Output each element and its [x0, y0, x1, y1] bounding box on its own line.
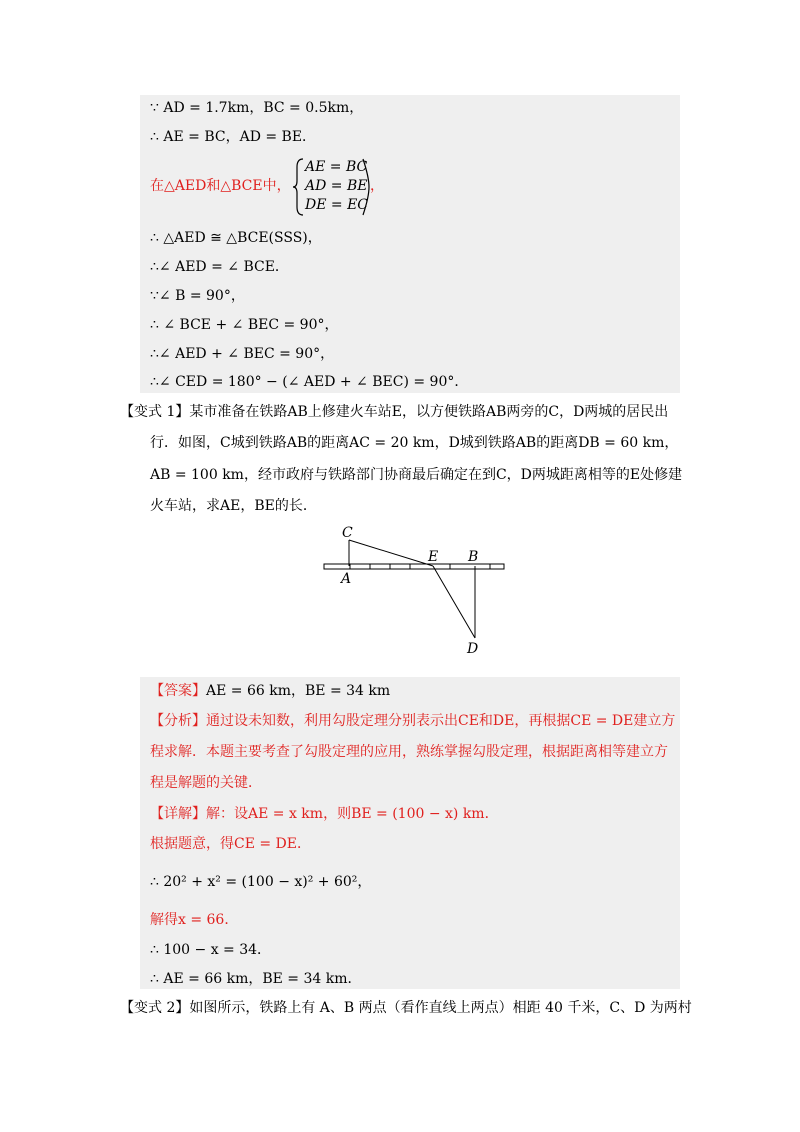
equation-system — [305, 158, 368, 215]
detail-line-2: 根据题意，得CE = DE． — [150, 836, 312, 852]
detail-line-6: ∴ AE = 66 km，BE = 34 km． — [150, 971, 362, 987]
analysis-line-3: 程是解题的关键． — [150, 775, 262, 791]
variant2-tag: 【变式 2】 — [120, 1000, 190, 1016]
detail-line-3: ∴ 20² + x² = (100 − x)² + 60²， — [150, 874, 372, 890]
variant1-line-4: 火车站，求AE，BE的长． — [150, 498, 317, 514]
solution-line-3-suffix: ， — [370, 178, 384, 194]
system-eq-2: AD = BE — [305, 178, 368, 194]
label-A: A — [341, 571, 352, 587]
solution-line-1: ∵ AD = 1.7km，BC = 0.5km， — [150, 100, 364, 116]
detail-line-5: ∴ 100 − x = 34． — [150, 942, 272, 958]
label-E: E — [428, 549, 439, 565]
variant1-line-1: 【变式 1】某市准备在铁路AB上修建火车站E，以方便铁路AB两旁的C，D两城的居民出 — [120, 404, 669, 420]
detail-line-4: 解得x = 66． — [150, 912, 239, 928]
label-C: C — [342, 525, 353, 541]
answer-tag: 【答案】 — [150, 683, 206, 699]
variant2-line-1: 【变式 2】如图所示，铁路上有 A、B 两点（看作直线上两点）相距 40 千米，C、D 为两村 — [120, 1000, 692, 1016]
geometry-figure — [320, 520, 510, 660]
solution-line-2: ∴ AE = BC，AD = BE． — [150, 129, 317, 145]
analysis-line-2: 程求解．本题主要考查了勾股定理的应用，熟练掌握勾股定理，根据距离相等建立方 — [150, 744, 668, 760]
left-brace — [293, 157, 305, 217]
variant1-line-2: 行．如图，C城到铁路AB的距离AC = 20 km，D城到铁路AB的距离DB = 60 km， — [150, 435, 679, 451]
variant1-line-3: AB = 100 km，经市政府与铁路部门协商最后确定在到C，D两城距离相等的E处修建 — [150, 467, 683, 483]
solution-line-4: ∴ △AED ≅ △BCE(SSS)， — [150, 230, 322, 246]
system-eq-3: DE = EC — [305, 197, 369, 213]
solution-line-9: ∴∠ CED = 180° − (∠ AED + ∠ BEC) = 90°． — [150, 374, 469, 390]
system-eq-1: AE = BC — [305, 159, 368, 175]
label-D: D — [467, 641, 479, 657]
label-B: B — [468, 549, 479, 565]
answer-line: 【答案】AE = 66 km，BE = 34 km — [150, 683, 391, 699]
solution-line-3: 在△AED和△BCE中， — [150, 178, 291, 194]
detail-line-1: 【详解】解：设AE = x km，则BE = (100 − x) km． — [150, 806, 499, 822]
solution-line-6: ∵∠ B = 90°， — [150, 288, 245, 304]
variant1-tag: 【变式 1】 — [120, 404, 190, 420]
detail-tag: 【详解】 — [150, 806, 206, 822]
solution-line-8: ∴∠ AED + ∠ BEC = 90°， — [150, 346, 335, 362]
analysis-line-1: 【分析】通过设未知数，利用勾股定理分别表示出CE和DE，再根据CE = DE建立方 — [150, 713, 676, 729]
solution-line-7: ∴ ∠ BCE + ∠ BEC = 90°， — [150, 317, 339, 333]
solution-line-5: ∴∠ AED = ∠ BCE． — [150, 259, 289, 275]
analysis-tag: 【分析】 — [150, 713, 206, 729]
